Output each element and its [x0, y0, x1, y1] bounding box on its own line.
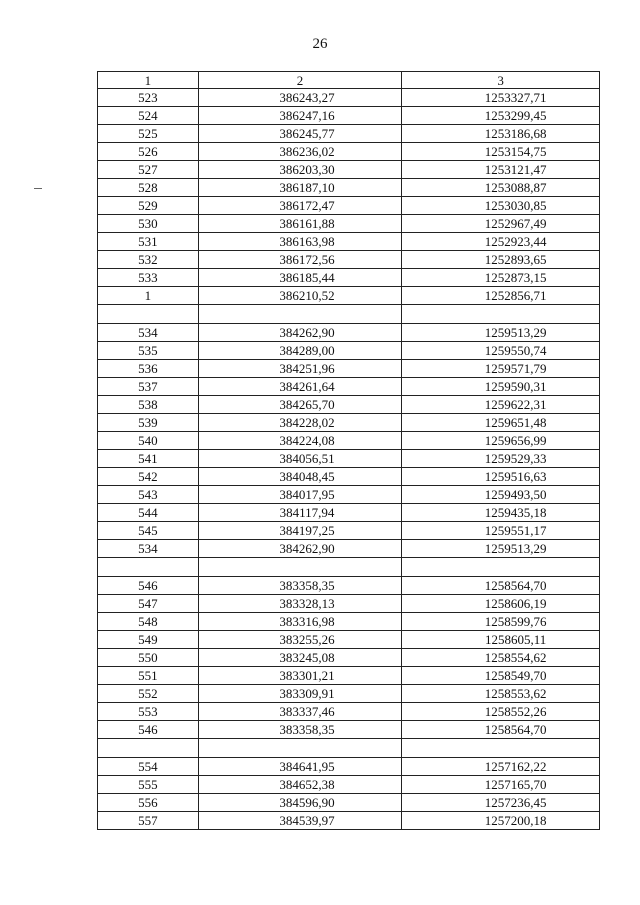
table-spacer-row [98, 739, 600, 758]
table-cell-col-2 [198, 269, 402, 287]
table-cell-col-3 [402, 758, 600, 776]
table-cell-col-2 [198, 739, 402, 758]
cell-value: 1258549,70 [484, 668, 547, 683]
cell-value: 1259622,31 [484, 397, 547, 412]
cell-value: 384228,02 [279, 415, 335, 430]
table-cell-col-3 [402, 378, 600, 396]
table-cell-col-3 [402, 143, 600, 161]
table-cell-col-2 [198, 468, 402, 486]
table-cell-col-3 [402, 396, 600, 414]
table-row [98, 233, 600, 251]
table-cell-col-3 [402, 468, 600, 486]
table-row [98, 758, 600, 776]
table-cell-col-1: 546 [98, 721, 199, 739]
table-cell-col-3 [402, 794, 600, 812]
table-cell-col-1: 532 [98, 251, 199, 269]
cell-value: 386247,16 [279, 108, 335, 123]
cell-value: 1259651,48 [484, 415, 547, 430]
table-row [98, 360, 600, 378]
cell-value: 1258564,70 [484, 578, 547, 593]
table-row [98, 649, 600, 667]
cell-value: 1253299,45 [484, 108, 547, 123]
cell-value: 386185,44 [279, 270, 335, 285]
coordinates-table-body [98, 72, 600, 830]
table-cell-col-2 [198, 396, 402, 414]
cell-value: 386236,02 [279, 144, 335, 159]
table-row [98, 251, 600, 269]
table-cell-col-1: 531 [98, 233, 199, 251]
table-cell-col-3 [402, 305, 600, 324]
table-cell-col-1: 551 [98, 667, 199, 685]
cell-value: 1259513,29 [484, 541, 547, 556]
table-row [98, 342, 600, 360]
table-cell-col-1: 523 [98, 89, 199, 107]
table-cell-col-3 [402, 739, 600, 758]
cell-value: 383301,21 [279, 668, 335, 683]
table-cell-col-2 [198, 613, 402, 631]
cell-value: 1259551,17 [484, 523, 547, 538]
table-cell-col-2 [198, 776, 402, 794]
cell-value: 1258554,62 [484, 650, 547, 665]
table-cell-col-2 [198, 215, 402, 233]
table-cell-col-1: 527 [98, 161, 199, 179]
cell-value: 1258552,26 [484, 704, 547, 719]
table-cell-col-3 [402, 522, 600, 540]
table-cell-col-3 [402, 595, 600, 613]
table-row [98, 540, 600, 558]
table-cell-col-3 [402, 486, 600, 504]
table-cell-col-3 [402, 161, 600, 179]
table-cell-col-2 [198, 251, 402, 269]
table-cell-col-1: 526 [98, 143, 199, 161]
table-cell-col-3 [402, 287, 600, 305]
table-cell-col-3 [402, 414, 600, 432]
cell-value: 386210,52 [279, 288, 335, 303]
table-cell-col-2 [198, 758, 402, 776]
table-cell-col-1: 556 [98, 794, 199, 812]
table-row [98, 414, 600, 432]
table-cell-col-2 [198, 324, 402, 342]
table-cell-col-3 [402, 125, 600, 143]
table-row [98, 396, 600, 414]
table-row [98, 179, 600, 197]
table-cell-col-2 [198, 161, 402, 179]
table-cell-col-1: 540 [98, 432, 199, 450]
table-cell-col-2 [198, 540, 402, 558]
table-cell-col-1: 541 [98, 450, 199, 468]
table-cell-col-1 [98, 739, 199, 758]
cell-value: 1259550,74 [484, 343, 547, 358]
table-row [98, 143, 600, 161]
table-cell-col-3 [402, 107, 600, 125]
table-row [98, 577, 600, 595]
table-cell-col-3 [402, 324, 600, 342]
table-cell-col-3 [402, 342, 600, 360]
table-header-row [98, 72, 600, 89]
table-cell-col-2 [198, 197, 402, 215]
table-cell-col-1: 549 [98, 631, 199, 649]
table-cell-col-2 [198, 595, 402, 613]
table-cell-col-1: 553 [98, 703, 199, 721]
table-cell-col-2 [198, 342, 402, 360]
table-cell-col-2 [198, 414, 402, 432]
table-cell-col-2 [198, 577, 402, 595]
table-cell-col-2 [198, 631, 402, 649]
table-spacer-row [98, 305, 600, 324]
cell-value: 1259513,29 [484, 325, 547, 340]
cell-value: 383337,46 [279, 704, 335, 719]
table-cell-col-3 [402, 613, 600, 631]
table-row [98, 324, 600, 342]
table-cell-col-3 [402, 360, 600, 378]
table-cell-col-1: 552 [98, 685, 199, 703]
cell-value: 1259590,31 [484, 379, 547, 394]
table-row [98, 269, 600, 287]
table-cell-col-2 [198, 179, 402, 197]
cell-value: 384117,94 [279, 505, 335, 520]
table-cell-col-3 [402, 215, 600, 233]
cell-value: 384262,90 [279, 541, 335, 556]
table-row [98, 667, 600, 685]
table-cell-col-2 [198, 812, 402, 830]
table-cell-col-2 [198, 378, 402, 396]
cell-value: 383328,13 [279, 596, 335, 611]
cell-value: 386172,56 [279, 252, 335, 267]
table-cell-col-3 [402, 667, 600, 685]
table-cell-col-2 [198, 649, 402, 667]
cell-value: 1257165,70 [484, 777, 547, 792]
table-cell-col-2 [198, 504, 402, 522]
table-cell-col-3 [402, 233, 600, 251]
table-cell-col-1: 550 [98, 649, 199, 667]
table-cell-col-2 [198, 89, 402, 107]
table-cell-col-3 [402, 721, 600, 739]
table-row [98, 631, 600, 649]
table-cell-col-2 [198, 486, 402, 504]
table-row [98, 197, 600, 215]
table-cell-col-1: 533 [98, 269, 199, 287]
table-cell-col-1: 534 [98, 324, 199, 342]
table-row [98, 703, 600, 721]
cell-value: 1258605,11 [485, 632, 547, 647]
cell-value: 1253121,47 [484, 162, 547, 177]
table-cell-col-1: 544 [98, 504, 199, 522]
table-cell-col-3 [402, 649, 600, 667]
cell-value: 386187,10 [279, 180, 335, 195]
table-cell-col-1: 524 [98, 107, 199, 125]
cell-value: 384596,90 [279, 795, 335, 810]
cell-value: 1252893,65 [484, 252, 547, 267]
cell-value: 384048,45 [279, 469, 335, 484]
cell-value: 384056,51 [279, 451, 335, 466]
cell-value: 1258564,70 [484, 722, 547, 737]
table-cell-col-3 [402, 89, 600, 107]
table-cell-col-3 [402, 197, 600, 215]
table-cell-col-2 [198, 233, 402, 251]
table-cell-col-3 [402, 450, 600, 468]
column-header-1: 1 [98, 72, 199, 89]
table-cell-col-3 [402, 540, 600, 558]
cell-value: 1259571,79 [484, 361, 547, 376]
cell-value: 1258606,19 [484, 596, 547, 611]
cell-value: 1257162,22 [484, 759, 547, 774]
table-cell-col-3 [402, 812, 600, 830]
table-cell-col-1: 548 [98, 613, 199, 631]
table-cell-col-2 [198, 305, 402, 324]
table-cell-col-1: 547 [98, 595, 199, 613]
cell-value: 384017,95 [279, 487, 335, 502]
table-cell-col-3 [402, 558, 600, 577]
table-cell-col-1: 557 [98, 812, 199, 830]
table-cell-col-1: 529 [98, 197, 199, 215]
table-cell-col-1: 535 [98, 342, 199, 360]
cell-value: 1252923,44 [484, 234, 547, 249]
table-cell-col-1: 530 [98, 215, 199, 233]
table-cell-col-2 [198, 685, 402, 703]
table-cell-col-1: 528 [98, 179, 199, 197]
cell-value: 383309,91 [279, 686, 335, 701]
cell-value: 386163,98 [279, 234, 335, 249]
cell-value: 1252967,49 [484, 216, 547, 231]
table-cell-col-1: 538 [98, 396, 199, 414]
table-cell-col-2 [198, 360, 402, 378]
cell-value: 383358,35 [279, 722, 335, 737]
table-cell-col-1: 545 [98, 522, 199, 540]
table-cell-col-3 [402, 504, 600, 522]
table-cell-col-1: 546 [98, 577, 199, 595]
cell-value: 1257200,18 [484, 813, 547, 828]
cell-value: 1257236,45 [484, 795, 547, 810]
cell-value: 386243,27 [279, 90, 335, 105]
table-row [98, 89, 600, 107]
cell-value: 1258599,76 [484, 614, 547, 629]
column-header-3: 3 [402, 72, 600, 89]
table-cell-col-2 [198, 558, 402, 577]
cell-value: 1253327,71 [484, 90, 547, 105]
coordinates-table [97, 71, 600, 830]
table-row [98, 522, 600, 540]
table-row [98, 125, 600, 143]
table-cell-col-2 [198, 432, 402, 450]
cell-value: 383255,26 [279, 632, 335, 647]
cell-value: 1259656,99 [484, 433, 547, 448]
cell-value: 386245,77 [279, 126, 335, 141]
table-cell-col-3 [402, 776, 600, 794]
cell-value: 1258553,62 [484, 686, 547, 701]
cell-value: 386203,30 [279, 162, 335, 177]
cell-value: 383316,98 [279, 614, 335, 629]
table-row [98, 161, 600, 179]
table-cell-col-1: 536 [98, 360, 199, 378]
cell-value: 384197,25 [279, 523, 335, 538]
cell-value: 383358,35 [279, 578, 335, 593]
cell-value: 1252873,15 [484, 270, 547, 285]
table-cell-col-1: 525 [98, 125, 199, 143]
cell-value: 384641,95 [279, 759, 335, 774]
table-row [98, 287, 600, 305]
margin-mark [34, 188, 42, 189]
table-row [98, 504, 600, 522]
table-cell-col-1 [98, 305, 199, 324]
table-cell-col-1 [98, 558, 199, 577]
table-cell-col-3 [402, 577, 600, 595]
cell-value: 1259516,63 [484, 469, 547, 484]
table-cell-col-3 [402, 432, 600, 450]
table-spacer-row [98, 558, 600, 577]
table-cell-col-2 [198, 450, 402, 468]
cell-value: 384262,90 [279, 325, 335, 340]
table-cell-col-1: 555 [98, 776, 199, 794]
cell-value: 383245,08 [279, 650, 335, 665]
table-cell-col-3 [402, 179, 600, 197]
table-cell-col-1: 1 [98, 287, 199, 305]
page-number: 26 [312, 36, 328, 52]
cell-value: 384539,97 [279, 813, 335, 828]
table-row [98, 107, 600, 125]
table-cell-col-2 [198, 107, 402, 125]
table-cell-col-2 [198, 667, 402, 685]
table-cell-col-1: 534 [98, 540, 199, 558]
table-row [98, 432, 600, 450]
table-row [98, 613, 600, 631]
table-cell-col-2 [198, 287, 402, 305]
cell-value: 384652,38 [279, 777, 335, 792]
table-row [98, 468, 600, 486]
table-cell-col-3 [402, 251, 600, 269]
table-cell-col-3 [402, 703, 600, 721]
cell-value: 384224,08 [279, 433, 335, 448]
table-row [98, 776, 600, 794]
table-cell-col-2 [198, 143, 402, 161]
table-row [98, 215, 600, 233]
table-row [98, 486, 600, 504]
table-cell-col-1: 542 [98, 468, 199, 486]
table-cell-col-3 [402, 269, 600, 287]
table-cell-col-2 [198, 794, 402, 812]
table-row [98, 812, 600, 830]
cell-value: 1253154,75 [484, 144, 547, 159]
cell-value: 1259529,33 [484, 451, 547, 466]
table-cell-col-1: 537 [98, 378, 199, 396]
table-cell-col-3 [402, 685, 600, 703]
table-cell-col-1: 543 [98, 486, 199, 504]
cell-value: 386172,47 [279, 198, 335, 213]
cell-value: 1259435,18 [484, 505, 547, 520]
column-header-2: 2 [198, 72, 402, 89]
table-row [98, 721, 600, 739]
table-row [98, 794, 600, 812]
table-cell-col-2 [198, 125, 402, 143]
cell-value: 384251,96 [279, 361, 335, 376]
cell-value: 1259493,50 [484, 487, 547, 502]
table-cell-col-1: 539 [98, 414, 199, 432]
table-cell-col-3 [402, 631, 600, 649]
table-row [98, 685, 600, 703]
cell-value: 384265,70 [279, 397, 335, 412]
table-row [98, 378, 600, 396]
table-row [98, 595, 600, 613]
cell-value: 1252856,71 [484, 288, 547, 303]
cell-value: 384289,00 [279, 343, 335, 358]
table-cell-col-2 [198, 703, 402, 721]
table-cell-col-2 [198, 721, 402, 739]
cell-value: 386161,88 [279, 216, 335, 231]
cell-value: 1253186,68 [484, 126, 547, 141]
table-row [98, 450, 600, 468]
cell-value: 1253030,85 [484, 198, 547, 213]
table-cell-col-2 [198, 522, 402, 540]
cell-value: 384261,64 [279, 379, 335, 394]
table-cell-col-1: 554 [98, 758, 199, 776]
cell-value: 1253088,87 [484, 180, 547, 195]
